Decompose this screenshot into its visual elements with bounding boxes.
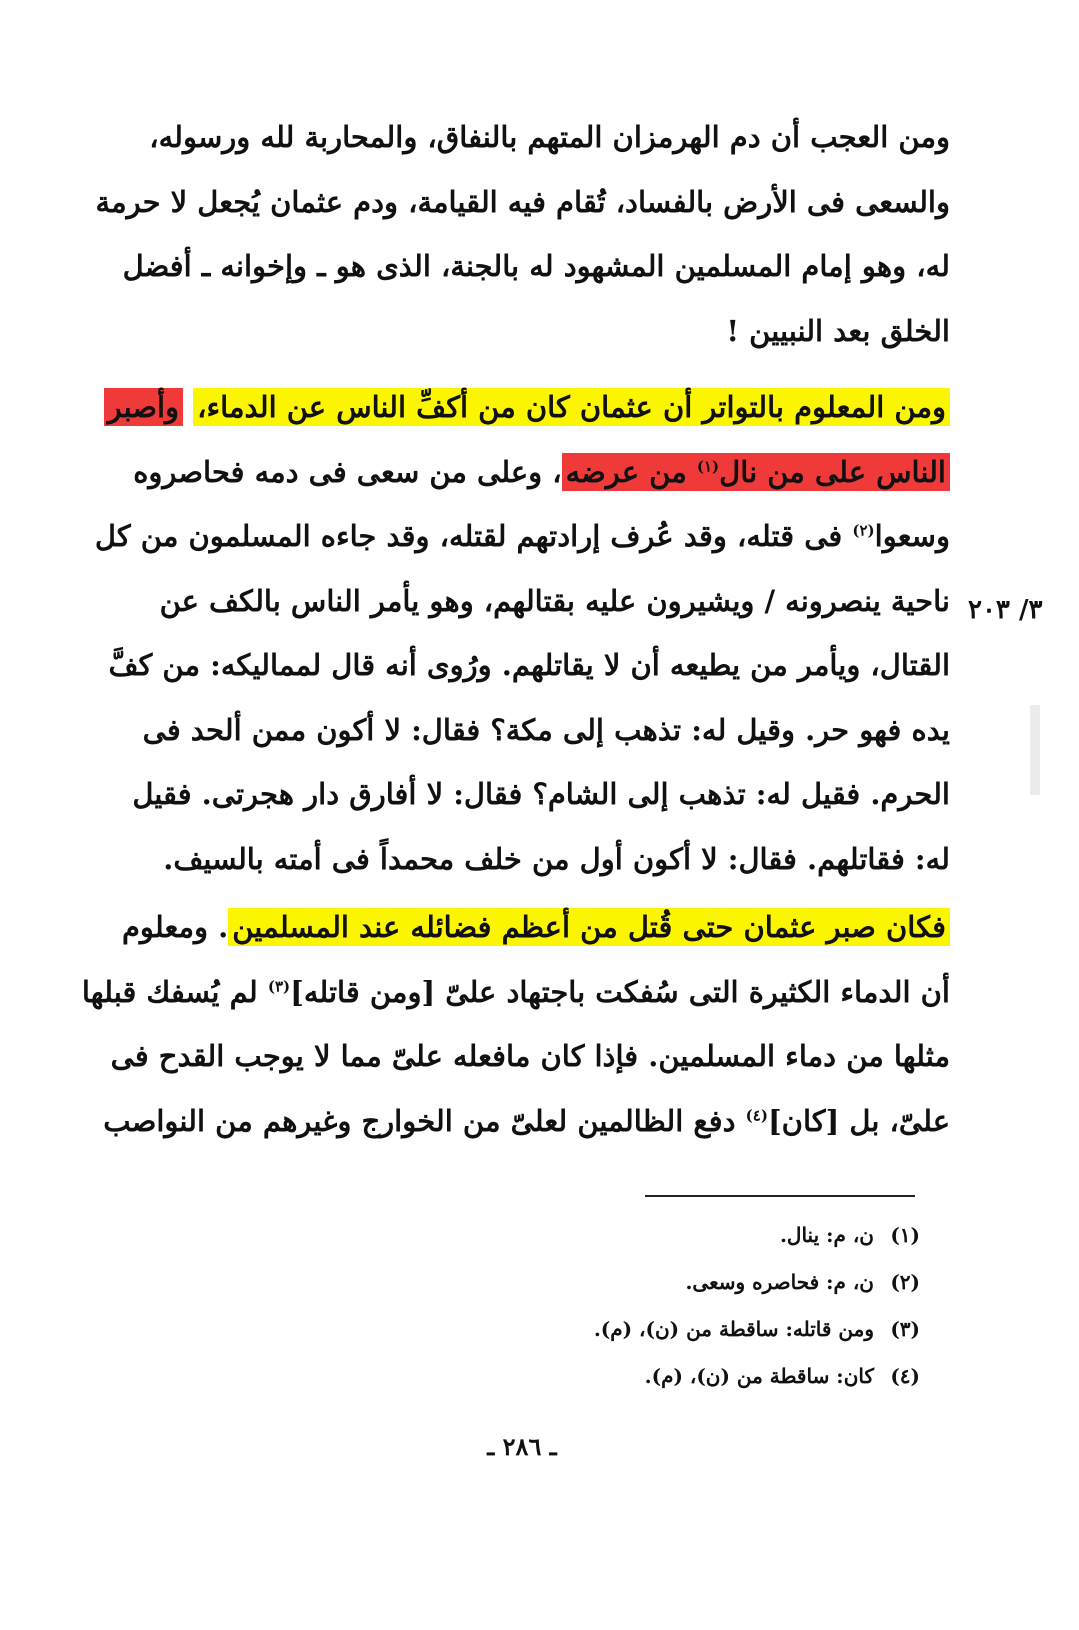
text-segment: فى قتله، وقد عُرف إرادتهم لقتله، وقد جاءه المسلمون من كل	[94, 519, 853, 553]
red-highlight	[562, 453, 950, 491]
footnote-marker: (٢)	[852, 521, 875, 540]
paragraph-2	[94, 375, 950, 891]
text-segment: . ومعلوم	[121, 910, 229, 944]
footnote-text: ن، م: فحاصره وسعى.	[685, 1270, 874, 1294]
footnote-text: كان: ساقطة من (ن)، (م).	[644, 1364, 874, 1388]
text-line: مثلها من دماء المسلمين. فإذا كان مافعله علىّ مما لا يوجب القدح فى	[110, 1039, 950, 1073]
text-segment: علىّ، بل [كان]	[767, 1103, 950, 1138]
scan-edge-shade	[1030, 705, 1040, 795]
text-segment: لم يُسفك قبلها	[81, 974, 268, 1009]
footnote-item	[500, 1306, 920, 1353]
footnote-item	[500, 1259, 920, 1306]
footnote-marker: (٣)	[267, 976, 291, 995]
text-line: والسعى فى الأرض بالفساد، تُقام فيه القيامة، ودم عثمان يُجعل لا حرمة	[95, 184, 950, 219]
footnote-item	[500, 1353, 920, 1400]
paragraph-1	[95, 105, 950, 363]
text-line: له: فقاتلهم. فقال: لا أكون أول من خلف محمداً فى أمته بالسيف.	[163, 841, 950, 876]
highlighted-text: الناس على من نال	[719, 454, 946, 489]
footnote-number: (٤)	[890, 1364, 920, 1388]
text-line: ناحية ينصرونه / ويشيرون عليه بقتالهم، وهو يأمر الناس بالكف عن	[159, 583, 950, 618]
footnote-number: (٢)	[890, 1270, 920, 1294]
text-line: يده فهو حر. وقيل له: تذهب إلى مكة؟ فقال: لا أكون ممن ألحد فى	[142, 712, 950, 747]
text-segment: وسعوا	[874, 519, 950, 553]
footnote-number: (٣)	[890, 1317, 920, 1341]
footnote-text: ن، م: ينال.	[779, 1223, 874, 1247]
text-line	[103, 1089, 950, 1154]
highlighted-text: من عرضه	[565, 454, 697, 489]
text-line	[107, 375, 950, 440]
yellow-highlight: فكان صبر عثمان حتى قُتل من أعظم فضائله عند المسلمين	[228, 908, 950, 946]
text-line: الحرم. فقيل له: تذهب إلى الشام؟ فقال: لا أفارق دار هجرتى. فقيل	[132, 777, 950, 811]
footnotes	[500, 1212, 920, 1400]
text-line: الخلق بعد النبيين !	[726, 313, 950, 348]
text-segment: ، وعلى من سعى فى دمه فحاصروه	[133, 454, 562, 489]
page-number: ـ ٢٨٦ ـ	[487, 1432, 557, 1461]
red-highlight: وأصبر	[104, 388, 183, 426]
yellow-highlight: ومن المعلوم بالتواتر أن عثمان كان من أكفِّ الناس عن الدماء،	[193, 388, 950, 426]
footnote-number: (١)	[890, 1223, 920, 1247]
text-line: ومن العجب أن دم الهرمزان المتهم بالنفاق، والمحاربة لله ورسوله،	[149, 120, 950, 154]
text-segment: دفع الظالمين لعلىّ من الخوارج وغيرهم من النواصب	[103, 1103, 746, 1138]
footnote-item	[500, 1212, 920, 1259]
text-line	[94, 504, 950, 569]
text-line: له، وهو إمام المسلمين المشهود له بالجنة، الذى هو ـ وإخوانه ـ أفضل	[122, 249, 950, 283]
text-segment: أن الدماء الكثيرة التى سُفكت باجتهاد علىّ [ومن قاتله]	[290, 974, 950, 1009]
paragraph-3	[81, 895, 950, 1153]
text-line	[112, 440, 950, 505]
footnote-marker: (٤)	[745, 1105, 768, 1124]
footnote-text: ومن قاتله: ساقطة من (ن)، (م).	[593, 1317, 874, 1341]
text-line: القتال، ويأمر من يطيعه أن لا يقاتلهم. ورُوى أنه قال لمماليكه: من كفَّ	[108, 648, 950, 682]
footnote-divider	[645, 1195, 915, 1197]
footnote-marker: (١)	[696, 456, 720, 475]
text-line	[81, 960, 950, 1025]
margin-reference: ٣/ ٢٠٣	[968, 595, 1043, 625]
text-line	[112, 895, 950, 960]
